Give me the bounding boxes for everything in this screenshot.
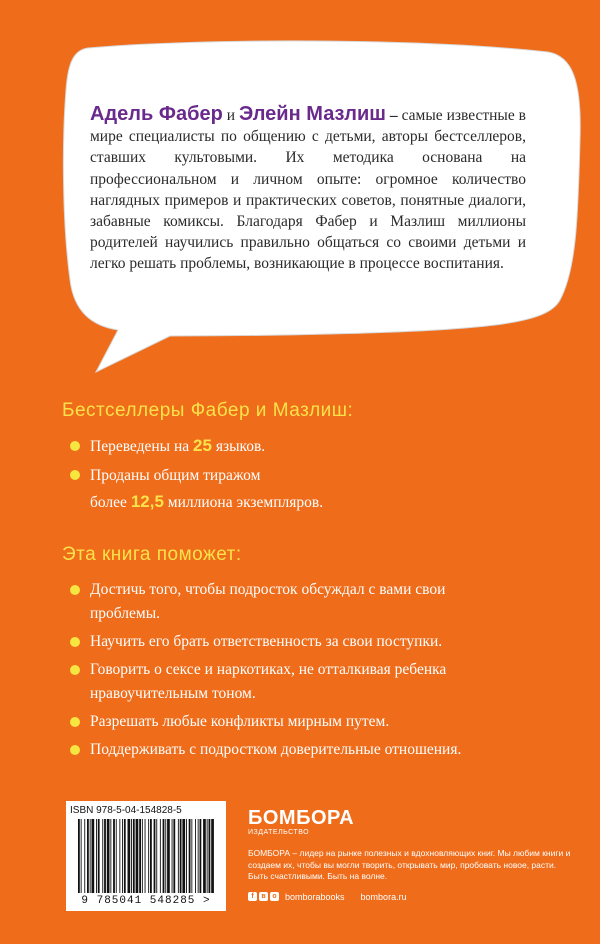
barcode-bar bbox=[150, 819, 152, 893]
speech-bubble bbox=[0, 0, 600, 380]
barcode-bar bbox=[107, 819, 110, 893]
conjunction: и bbox=[226, 107, 236, 124]
barcode-bar bbox=[110, 819, 111, 893]
list-item: Переведены на 25 языков. bbox=[90, 434, 530, 459]
bestsellers-heading: Бестселлеры Фабер и Мазлиш: bbox=[62, 400, 354, 421]
odnoklassniki-icon: о bbox=[270, 892, 279, 901]
barcode-bar bbox=[165, 819, 166, 893]
list-item: Говорить о сексе и наркотиках, не отталкивая ребенка нравоучительным тоном. bbox=[90, 658, 510, 706]
list-item: Достичь того, чтобы подросток обсуждал с вами свои проблемы. bbox=[90, 578, 510, 626]
barcode-bar bbox=[180, 819, 182, 893]
facebook-icon: f bbox=[248, 892, 257, 901]
bubble-text bbox=[90, 104, 526, 275]
copies-count: 12,5 bbox=[130, 492, 164, 511]
barcode-bar bbox=[178, 819, 179, 893]
barcode-bar bbox=[198, 819, 199, 893]
translations-count: 25 bbox=[193, 436, 212, 455]
publisher-links bbox=[248, 892, 578, 902]
barcode-bar bbox=[156, 819, 157, 893]
barcode-bar bbox=[211, 819, 214, 893]
bullet-icon bbox=[70, 441, 80, 451]
barcode-bar bbox=[122, 819, 123, 893]
barcode-bar bbox=[84, 819, 85, 893]
barcode-bar bbox=[186, 819, 187, 893]
vk-icon: в bbox=[259, 892, 268, 901]
barcode-bar bbox=[182, 819, 185, 893]
publisher-subtitle: ИЗДАТЕЛЬСТВО bbox=[248, 829, 310, 836]
barcode-bar bbox=[81, 819, 82, 893]
barcode-bar bbox=[207, 819, 208, 893]
barcode-bar bbox=[131, 819, 132, 893]
barcode-bar bbox=[172, 819, 173, 893]
barcode-bar bbox=[195, 819, 196, 893]
barcode-bar bbox=[96, 819, 97, 893]
social-handle[interactable]: bomborabooks bbox=[285, 891, 345, 902]
barcode bbox=[66, 801, 226, 911]
helps-list bbox=[90, 578, 510, 766]
barcode-bar bbox=[104, 819, 106, 893]
list-item: Поддерживать с подростком доверительные отношения. bbox=[90, 738, 510, 762]
barcode-bar bbox=[191, 819, 192, 893]
helps-heading: Эта книга поможет: bbox=[62, 544, 242, 565]
bullet-icon bbox=[70, 717, 80, 727]
list-item: Разрешать любые конфликты мирным путем. bbox=[90, 710, 510, 734]
barcode-bar bbox=[78, 819, 80, 893]
barcode-bar bbox=[119, 819, 120, 893]
barcode-digits: 9 785041 548285 > bbox=[81, 895, 211, 907]
bullet-icon bbox=[70, 585, 80, 595]
barcode-bar bbox=[87, 819, 89, 893]
barcode-bar bbox=[98, 819, 100, 893]
barcode-bar bbox=[116, 819, 117, 893]
barcode-bar bbox=[113, 819, 115, 893]
bullet-icon bbox=[70, 470, 80, 480]
author-name-2: Элейн Мазлиш bbox=[238, 103, 386, 125]
barcode-bar bbox=[200, 819, 202, 893]
isbn-label: ISBN 978-5-04-154828-5 bbox=[70, 805, 182, 816]
website-link[interactable]: bombora.ru bbox=[360, 891, 407, 902]
publisher-block bbox=[248, 808, 578, 902]
barcode-bar bbox=[136, 819, 139, 893]
barcode-bar bbox=[90, 819, 91, 893]
bullet-icon bbox=[70, 745, 80, 755]
bubble-description: самые известные в мире специалисты по общению с детьми, авторы бестселлеров, ставших культовыми. Их методика основана на профессиональном и личном опыте: огромное количество наглядных примеров и практических советов, понятные диалоги, забавные комиксы. Благодаря Фабер и Мазлиш миллионы родителей научились правильно общаться со своими детьми и легко решать проблемы, возникающие в процессе воспитания. bbox=[90, 107, 526, 273]
barcode-bar bbox=[142, 819, 143, 893]
barcode-bar bbox=[160, 819, 161, 893]
barcode-bar bbox=[163, 819, 165, 893]
barcode-bar bbox=[128, 819, 131, 893]
barcode-bar bbox=[145, 819, 146, 893]
barcode-bar bbox=[189, 819, 191, 893]
barcode-bar bbox=[102, 819, 103, 893]
barcode-bar bbox=[154, 819, 156, 893]
barcode-bar bbox=[203, 819, 206, 893]
barcode-bar bbox=[139, 819, 141, 893]
publisher-logo: БОМБОРА bbox=[248, 807, 355, 829]
barcode-bar bbox=[92, 819, 95, 893]
author-name-1: Адель Фабер bbox=[90, 103, 223, 125]
barcode-bar bbox=[133, 819, 135, 893]
barcode-bar bbox=[148, 819, 149, 893]
barcode-bar bbox=[124, 819, 126, 893]
list-item: Проданы общим тиражом более 12,5 миллиона экземпляров. bbox=[90, 463, 530, 516]
barcode-bar bbox=[209, 819, 211, 893]
bestsellers-list bbox=[90, 434, 530, 520]
barcode-bar bbox=[167, 819, 170, 893]
bullet-icon bbox=[70, 665, 80, 675]
list-item: Научить его брать ответственность за свои поступки. bbox=[90, 630, 510, 654]
barcode-bar bbox=[173, 819, 175, 893]
bullet-icon bbox=[70, 637, 80, 647]
publisher-description: БОМБОРА – лидер на рынке полезных и вдохновляющих книг. Мы любим книги и создаем их, чтобы вы могли творить, открывать мир, пробовать новое, расти. Быть счастливыми. Быть на волне. bbox=[248, 848, 571, 881]
dash: – bbox=[389, 107, 398, 124]
